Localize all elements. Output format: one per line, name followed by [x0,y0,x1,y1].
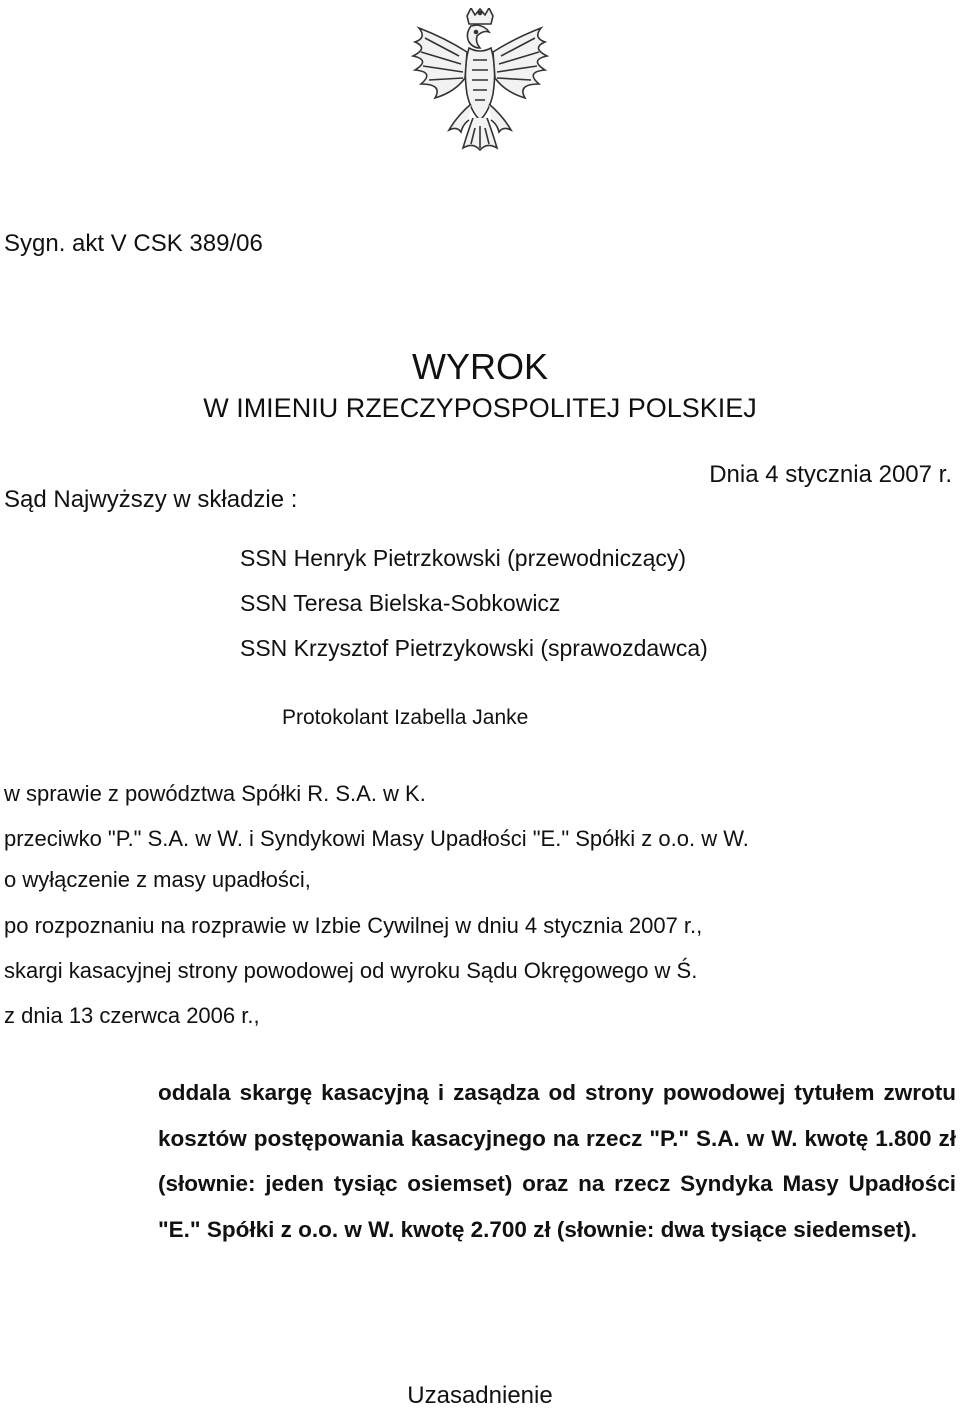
document-title: WYROK [411,346,548,387]
verdict-text: oddala skargę kasacyjną i zasądza od strony powodowej tytułem zwrotu kosztów postępowania kasacyjnego na rzecz "P." S.A. w W. kwotę 1.800 zł (słownie: jeden tysiąc osiemset) oraz na rzecz Syndyka Masy Upadłości "E." Spółki z o.o. w W. kwotę 2.700 zł (słownie: dwa tysiące siedemset). [158,1080,956,1242]
judge-member: SSN Teresa Bielska-Sobkowicz [240,590,561,616]
judgment-date: Dnia 4 stycznia 2007 r. [709,461,952,488]
judge-presiding: SSN Henryk Pietrzkowski (przewodniczący) [240,545,687,571]
case-hearing-line: po rozpoznaniu na rozprawie w Izbie Cywilnej w dniu 4 stycznia 2007 r., [4,913,703,938]
justification-heading: Uzasadnienie [407,1382,553,1409]
court-recorder: Protokolant Izabella Janke [282,706,529,729]
judge-rapporteur: SSN Krzysztof Pietrzykowski (sprawozdawca) [240,635,708,661]
case-defendants-line: przeciwko "P." S.A. w W. i Syndykowi Masy Upadłości "E." Spółki z o.o. w W. [4,826,749,851]
case-appeal-line: skargi kasacyjnej strony powodowej od wyroku Sądu Okręgowego w Ś. [4,958,698,983]
case-subject-line: o wyłączenie z masy upadłości, [4,867,311,892]
court-composition-label: Sąd Najwyższy w składzie : [4,486,298,513]
document-subtitle: W IMIENIU RZECZYPOSPOLITEJ POLSKIEJ [203,393,757,423]
polish-eagle-emblem-icon [405,8,555,163]
case-signature: Sygn. akt V CSK 389/06 [4,230,263,257]
case-plaintiff-line: w sprawie z powództwa Spółki R. S.A. w K. [4,781,426,806]
case-lower-court-date-line: z dnia 13 czerwca 2006 r., [4,1003,260,1028]
